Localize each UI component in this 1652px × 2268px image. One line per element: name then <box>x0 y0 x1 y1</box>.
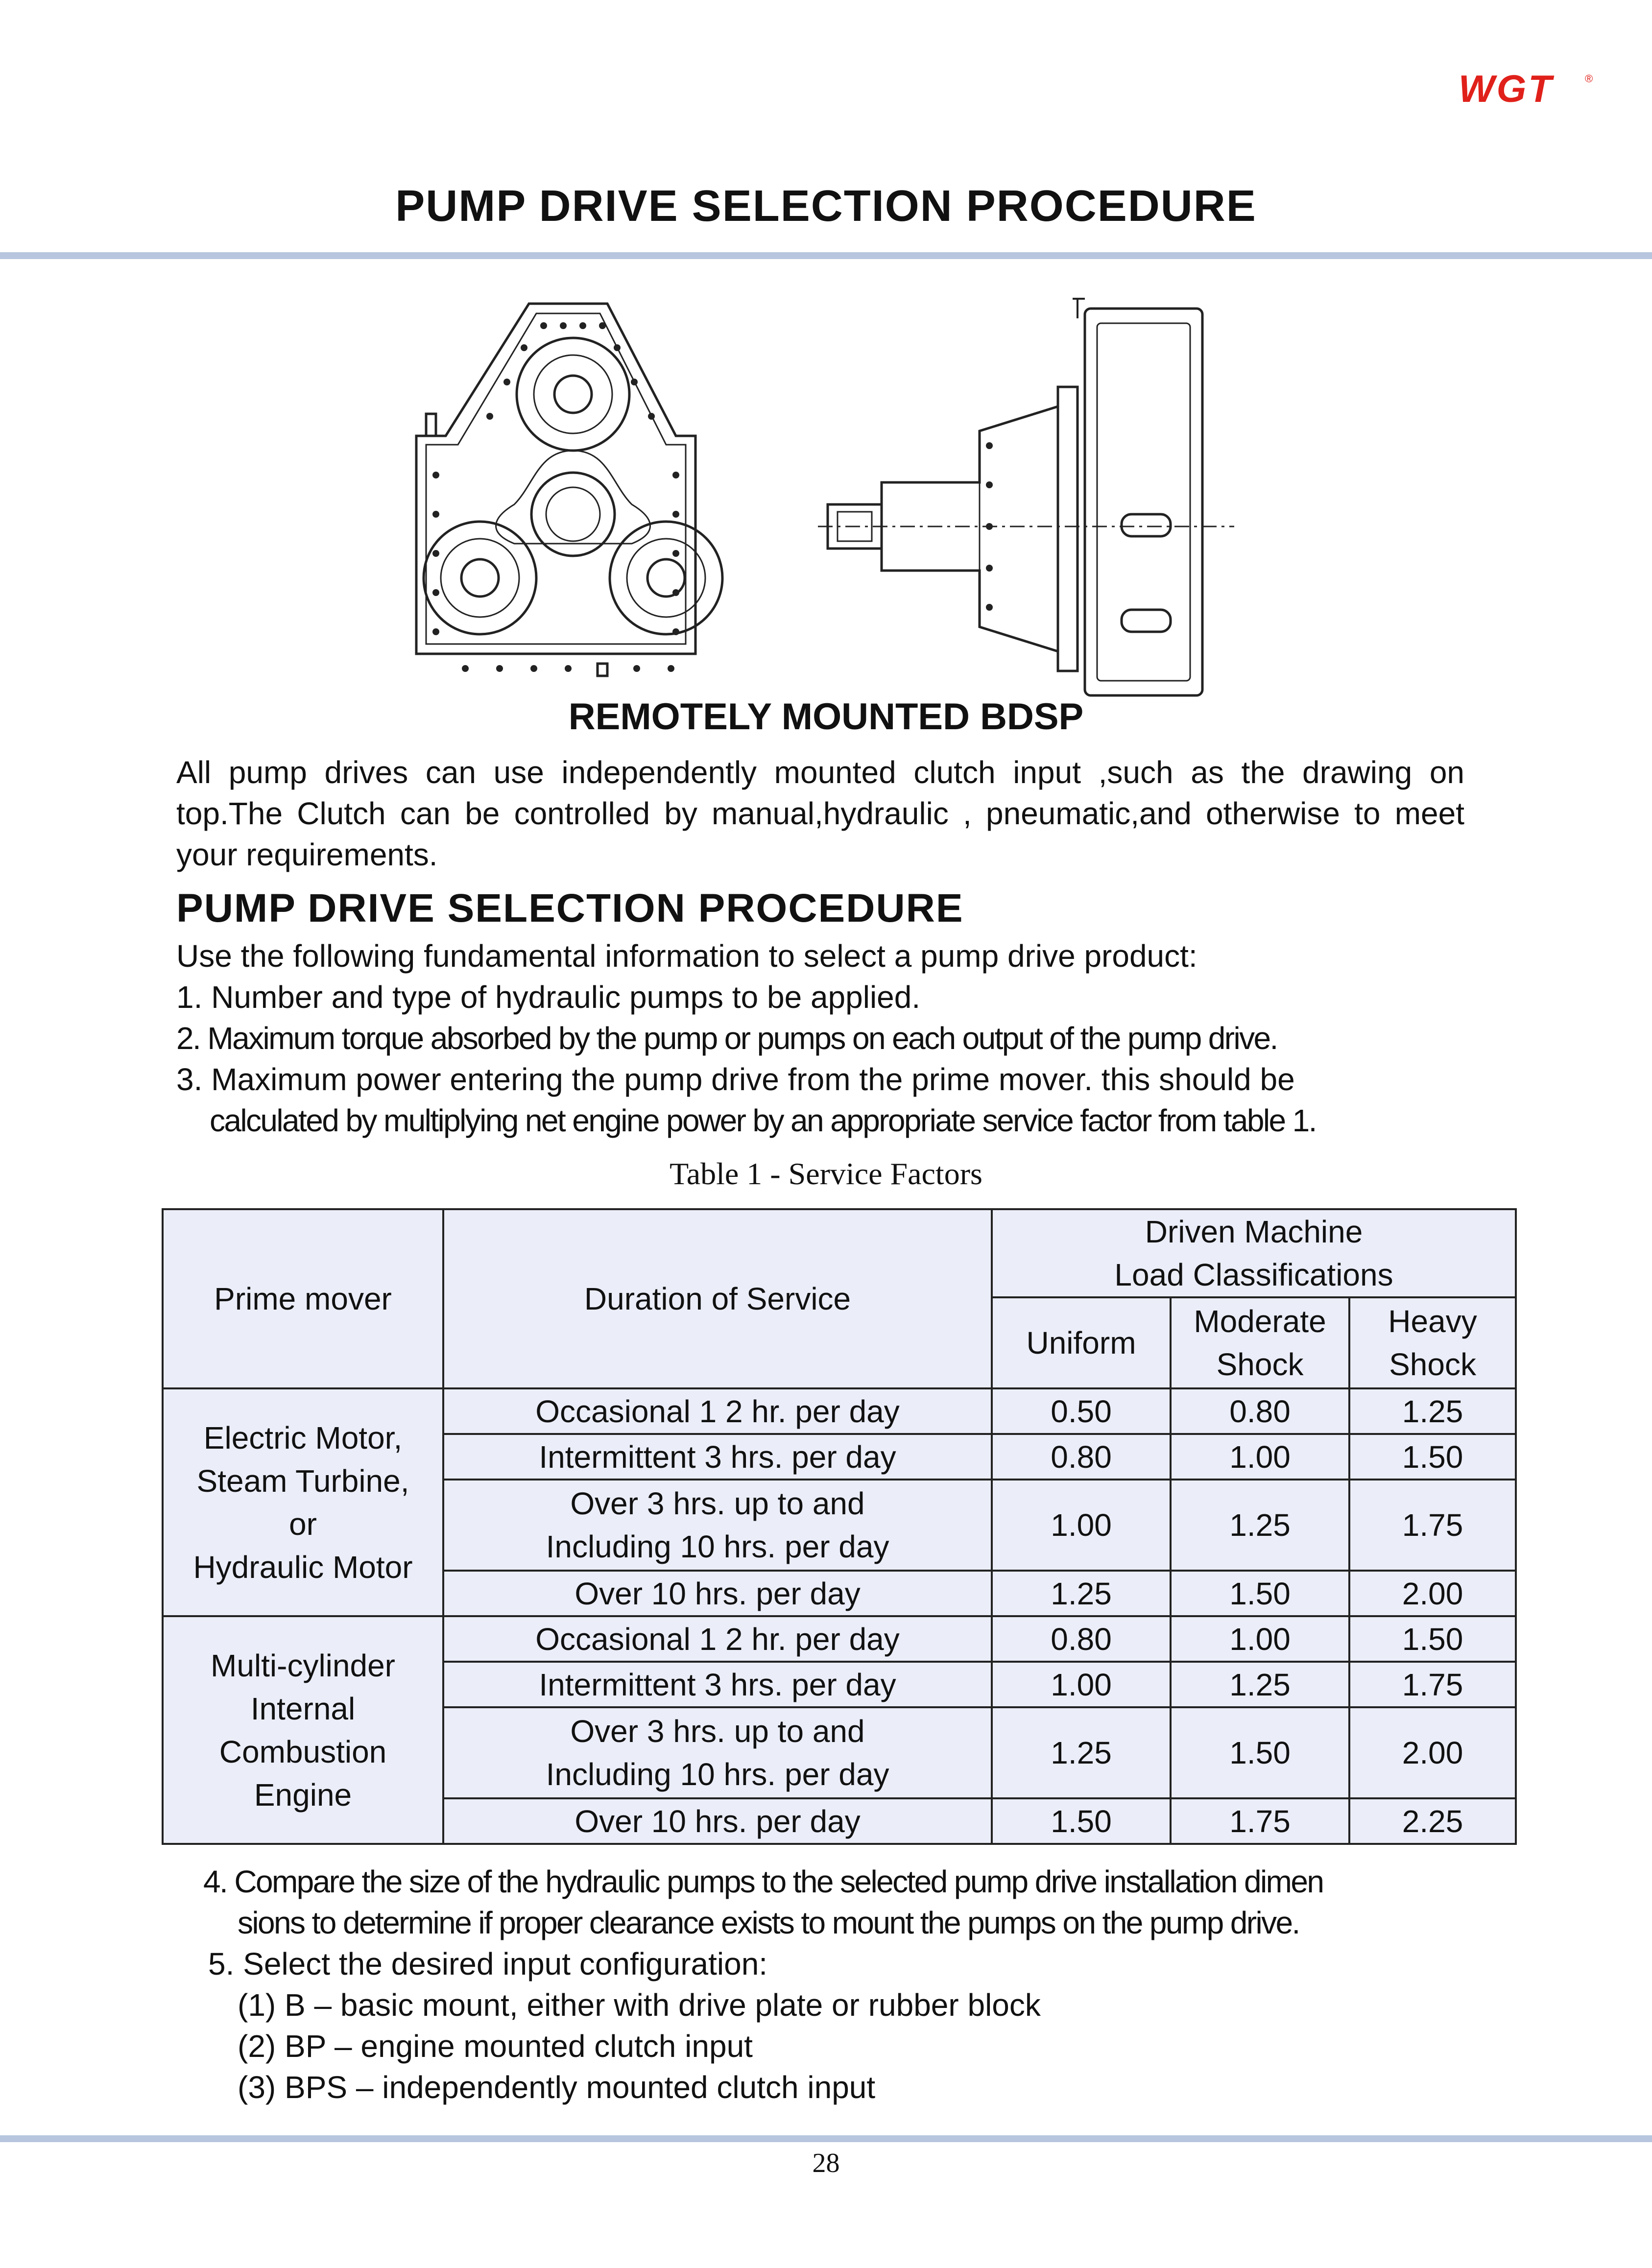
registered-mark: ® <box>1585 72 1593 85</box>
header-heavy-shock <box>1349 1297 1516 1388</box>
header-divider <box>0 252 1652 259</box>
moderate-cell: 1.50 <box>1171 1707 1349 1798</box>
moderate-cell: 0.80 <box>1171 1388 1349 1434</box>
page-title: PUMP DRIVE SELECTION PROCEDURE <box>395 182 1257 231</box>
mover-line: Combustion <box>219 1734 387 1769</box>
option-b: (1) B – basic mount, either with drive plate or rubber block <box>238 1987 1041 2023</box>
selection-steps-continued <box>203 1861 1531 2108</box>
mover-line: Internal <box>250 1691 356 1726</box>
section-title: PUMP DRIVE SELECTION PROCEDURE <box>176 886 964 931</box>
uniform-cell: 1.50 <box>992 1798 1171 1844</box>
figure-caption: REMOTELY MOUNTED BDSP <box>568 696 1084 738</box>
header-heavy-line2: Shock <box>1389 1347 1476 1382</box>
step-4: 4. Compare the size of the hydraulic pumps to the selected pump drive installation dimen <box>203 1864 1323 1899</box>
service-factors-table <box>162 1208 1517 1845</box>
uniform-cell: 1.00 <box>992 1480 1171 1571</box>
mover-line: Electric Motor, <box>203 1420 403 1456</box>
uniform-cell: 1.00 <box>992 1662 1171 1707</box>
header-driven-line1: Driven Machine <box>1145 1214 1363 1249</box>
option-bp: (2) BP – engine mounted clutch input <box>238 2029 753 2064</box>
duration-line: Over 3 hrs. up to and <box>570 1714 865 1749</box>
footer-divider <box>0 2135 1652 2142</box>
heavy-cell: 1.75 <box>1349 1480 1516 1571</box>
option-bps: (3) BPS – independently mounted clutch input <box>238 2070 876 2105</box>
duration-cell: Over 10 hrs. per day <box>443 1571 992 1616</box>
logo-text: WGT <box>1459 69 1554 110</box>
intro-paragraph: All pump drives can use independently mounted clutch input ,such as the drawing on top.The Clutch can be controlled by manual,hydraulic , pneumatic,and otherwise to meet your requirements. <box>176 755 1464 872</box>
step-5: 5. Select the desired input configuration: <box>208 1946 768 1982</box>
mover-line: Hydraulic Motor <box>193 1549 413 1585</box>
mover-line: or <box>289 1506 317 1542</box>
heavy-cell: 1.25 <box>1349 1388 1516 1434</box>
table-title: Table 1 - Service Factors <box>670 1156 982 1191</box>
heavy-cell: 2.00 <box>1349 1707 1516 1798</box>
heavy-cell: 1.50 <box>1349 1434 1516 1480</box>
moderate-cell: 1.00 <box>1171 1616 1349 1662</box>
heavy-cell: 2.25 <box>1349 1798 1516 1844</box>
uniform-cell: 1.25 <box>992 1707 1171 1798</box>
prime-mover-combustion <box>163 1616 443 1844</box>
duration-cell <box>443 1707 992 1798</box>
table-row <box>163 1388 1516 1434</box>
duration-cell: Over 10 hrs. per day <box>443 1798 992 1844</box>
moderate-cell: 1.75 <box>1171 1798 1349 1844</box>
duration-cell: Intermittent 3 hrs. per day <box>443 1434 992 1480</box>
moderate-cell: 1.25 <box>1171 1480 1349 1571</box>
header-uniform: Uniform <box>992 1297 1171 1388</box>
header-heavy-line1: Heavy <box>1388 1304 1477 1339</box>
heavy-cell: 1.50 <box>1349 1616 1516 1662</box>
header-driven-line2: Load Classifications <box>1114 1257 1393 1292</box>
step-3-continued: calculated by multiplying net engine power by an appropriate service factor from table 1. <box>210 1103 1316 1138</box>
duration-line: Including 10 hrs. per day <box>546 1529 889 1564</box>
uniform-cell: 0.80 <box>992 1434 1171 1480</box>
header-moderate-shock <box>1171 1297 1349 1388</box>
pump-drive-drawing <box>402 289 1244 705</box>
mover-line: Multi-cylinder <box>211 1647 395 1683</box>
table-row <box>163 1616 1516 1662</box>
mover-line: Engine <box>254 1777 352 1813</box>
duration-line: Including 10 hrs. per day <box>546 1757 889 1792</box>
header-prime-mover: Prime mover <box>163 1209 443 1388</box>
prime-mover-electric <box>163 1388 443 1616</box>
step-2: 2. Maximum torque absorbed by the pump or pumps on each output of the pump drive. <box>176 1021 1277 1056</box>
duration-cell <box>443 1480 992 1571</box>
table-header-row <box>163 1209 1516 1297</box>
header-moderate-line1: Moderate <box>1194 1304 1326 1339</box>
duration-cell: Intermittent 3 hrs. per day <box>443 1662 992 1707</box>
moderate-cell: 1.50 <box>1171 1571 1349 1616</box>
wgt-logo <box>1459 69 1596 113</box>
gearbox-housing <box>416 304 695 654</box>
header-driven-machine <box>992 1209 1516 1297</box>
page-number: 28 <box>812 2148 840 2178</box>
mover-line: Steam Turbine, <box>196 1463 409 1499</box>
duration-cell: Occasional 1 2 hr. per day <box>443 1616 992 1662</box>
uniform-cell: 0.80 <box>992 1616 1171 1662</box>
clutch-assembly <box>828 299 1202 695</box>
step-4-continued: sions to determine if proper clearance exists to mount the pumps on the pump drive. <box>238 1905 1299 1940</box>
duration-cell: Occasional 1 2 hr. per day <box>443 1388 992 1434</box>
moderate-cell: 1.00 <box>1171 1434 1349 1480</box>
step-3: 3. Maximum power entering the pump drive from the prime mover. this should be <box>176 1062 1295 1097</box>
uniform-cell: 0.50 <box>992 1388 1171 1434</box>
heavy-cell: 2.00 <box>1349 1571 1516 1616</box>
uniform-cell: 1.25 <box>992 1571 1171 1616</box>
duration-line: Over 3 hrs. up to and <box>570 1486 865 1521</box>
header-duration: Duration of Service <box>443 1209 992 1388</box>
heavy-cell: 1.75 <box>1349 1662 1516 1707</box>
step-1: 1. Number and type of hydraulic pumps to be applied. <box>176 979 921 1015</box>
selection-steps <box>176 935 1499 1141</box>
header-moderate-line2: Shock <box>1216 1347 1304 1382</box>
moderate-cell: 1.25 <box>1171 1662 1349 1707</box>
lead-in-text: Use the following fundamental information to select a pump drive product: <box>176 938 1197 974</box>
